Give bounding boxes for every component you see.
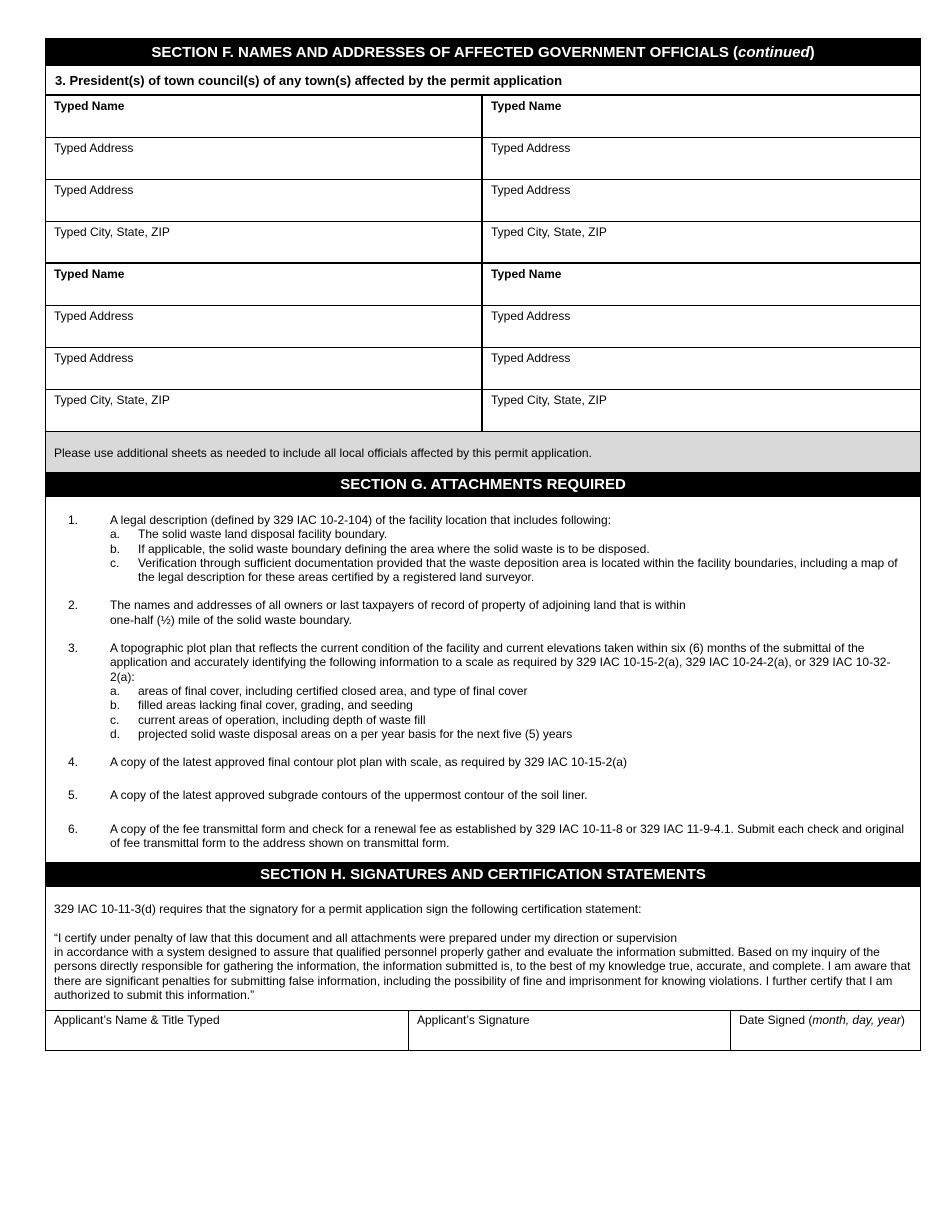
official-4-address2-field[interactable]: Typed Address [483,348,920,390]
official-2-name-field[interactable]: Typed Name [483,96,920,138]
attachment-item-6 [46,822,912,851]
official-2-city-field[interactable]: Typed City, State, ZIP [483,222,920,264]
attachment-number: 1. [68,513,79,527]
attachment-text: A copy of the latest approved final contour plot plan with scale, as required by 329 IAC 10-15-2(a) [110,755,627,770]
official-3-address-field[interactable]: Typed Address [46,306,481,348]
official-3 [46,264,483,432]
official-1-city-field[interactable]: Typed City, State, ZIP [46,222,481,264]
attachment-text: A topographic plot plan that reflects the current condition of the facility and current elevations taken within six (6) months of the submittal of the application and accurately identifying the following information to a scale as required by 329 IAC 10-15-2(a), 329 IAC 10-24-2(a), or 329 IAC 10-32-2(a): [110,641,891,684]
certification-statement-line1: “I certify under penalty of law that this document and all attachments were prepared under my direction or supervision [54,930,677,945]
official-1-address2-field[interactable]: Typed Address [46,180,481,222]
signature-row [46,1010,920,1051]
attachment-number: 4. [68,755,79,770]
date-signed-format: month, day, year [812,1013,901,1028]
attachment-subitem: c. Verification through sufficient documentation provided that the waste deposition area is located within the facility boundaries, including a map of the legal description for these areas certified by a registered land surveyor. [110,555,898,585]
applicant-signature-field[interactable]: Applicant’s Signature [409,1011,731,1050]
section-f-title: SECTION F. NAMES AND ADDRESSES OF AFFECTED GOVERNMENT OFFICIALS ( [151,44,738,61]
official-2-address2-field[interactable]: Typed Address [483,180,920,222]
attachment-subitem: b. If applicable, the solid waste boundary defining the area where the solid waste is to be disposed. [110,541,650,556]
attachment-text: The names and addresses of all owners or last taxpayers of record of property of adjoining land that is within [110,598,686,613]
certification-statement: in accordance with a system designed to assure that qualified personnel properly gather and evaluate the information submitted. Based on my inquiry of the persons directly responsible for gathering the information, the information submitted is, to the best of my knowledge true, accurate, and complete. I am aware that there are significant penalties for submitting false information, including the possibility of fine and imprisonment for knowing violations. I further certify that I am authorized to submit this information.” [54,944,911,1002]
attachment-number: 3. [68,641,79,656]
attachment-item-2 [46,598,912,627]
section-g-header: SECTION G. ATTACHMENTS REQUIRED [46,472,920,497]
attachment-text-line2: one-half (½) mile of the solid waste boundary. [110,612,352,627]
attachment-number: 2. [68,598,79,613]
official-4-city-field[interactable]: Typed City, State, ZIP [483,390,920,432]
date-signed-label-end: ) [900,1013,905,1028]
official-3-city-field[interactable]: Typed City, State, ZIP [46,390,481,432]
attachment-subitem: a. The solid waste land disposal facility boundary. [110,527,388,542]
date-signed-field[interactable] [731,1011,920,1050]
attachment-text: A copy of the latest approved subgrade contours of the uppermost contour of the soil liner. [110,788,588,803]
attachment-item-4 [46,755,912,769]
attachment-item-5 [46,788,912,802]
attachment-subitem: b. filled areas lacking final cover, grading, and seeding [110,698,413,713]
attachment-item-1 [46,513,912,584]
date-signed-label: Date Signed ( [739,1013,813,1028]
officials-grid-top [46,96,920,264]
item-3-heading: 3. President(s) of town council(s) of any town(s) affected by the permit application [46,66,920,96]
attachment-item-3 [46,641,912,741]
official-3-name-field[interactable]: Typed Name [46,264,481,306]
official-2 [483,96,920,264]
official-2-address-field[interactable]: Typed Address [483,138,920,180]
officials-grid-bottom [46,264,920,432]
certification-intro: 329 IAC 10-11-3(d) requires that the signatory for a permit application sign the following certification statement: [54,902,642,917]
attachment-text: A legal description (defined by 329 IAC 10-2-104) of the facility location that includes following: [110,513,611,527]
permit-form-page [45,38,921,1051]
attachment-number: 5. [68,788,79,803]
section-f-title-end: ) [809,44,815,61]
attachment-text: A copy of the fee transmittal form and check for a renewal fee as established by 329 IAC 10-11-8 or 329 IAC 11-9-4.1. Submit each check and original of fee transmittal form to the address shown on transmittal form. [110,821,904,851]
official-4-address-field[interactable]: Typed Address [483,306,920,348]
applicant-name-title-field[interactable]: Applicant’s Name & Title Typed [46,1011,409,1050]
official-1-address-field[interactable]: Typed Address [46,138,481,180]
attachment-number: 6. [68,821,79,836]
attachment-subitem: c. current areas of operation, including depth of waste fill [110,712,426,727]
certification-block [46,887,920,1010]
attachments-list [46,497,920,862]
official-4 [483,264,920,432]
official-4-name-field[interactable]: Typed Name [483,264,920,306]
section-f-header [46,39,920,66]
official-1 [46,96,483,264]
official-1-name-field[interactable]: Typed Name [46,96,481,138]
attachment-subitem: a. areas of final cover, including certified closed area, and type of final cover [110,683,528,698]
attachment-subitem: d. projected solid waste disposal areas on a per year basis for the next five (5) years [110,726,573,741]
section-h-header: SECTION H. SIGNATURES AND CERTIFICATION STATEMENTS [46,862,920,887]
official-3-address2-field[interactable]: Typed Address [46,348,481,390]
section-f-title-continued: continued [738,44,810,61]
additional-sheets-note: Please use additional sheets as needed to include all local officials affected by this permit application. [46,432,920,472]
